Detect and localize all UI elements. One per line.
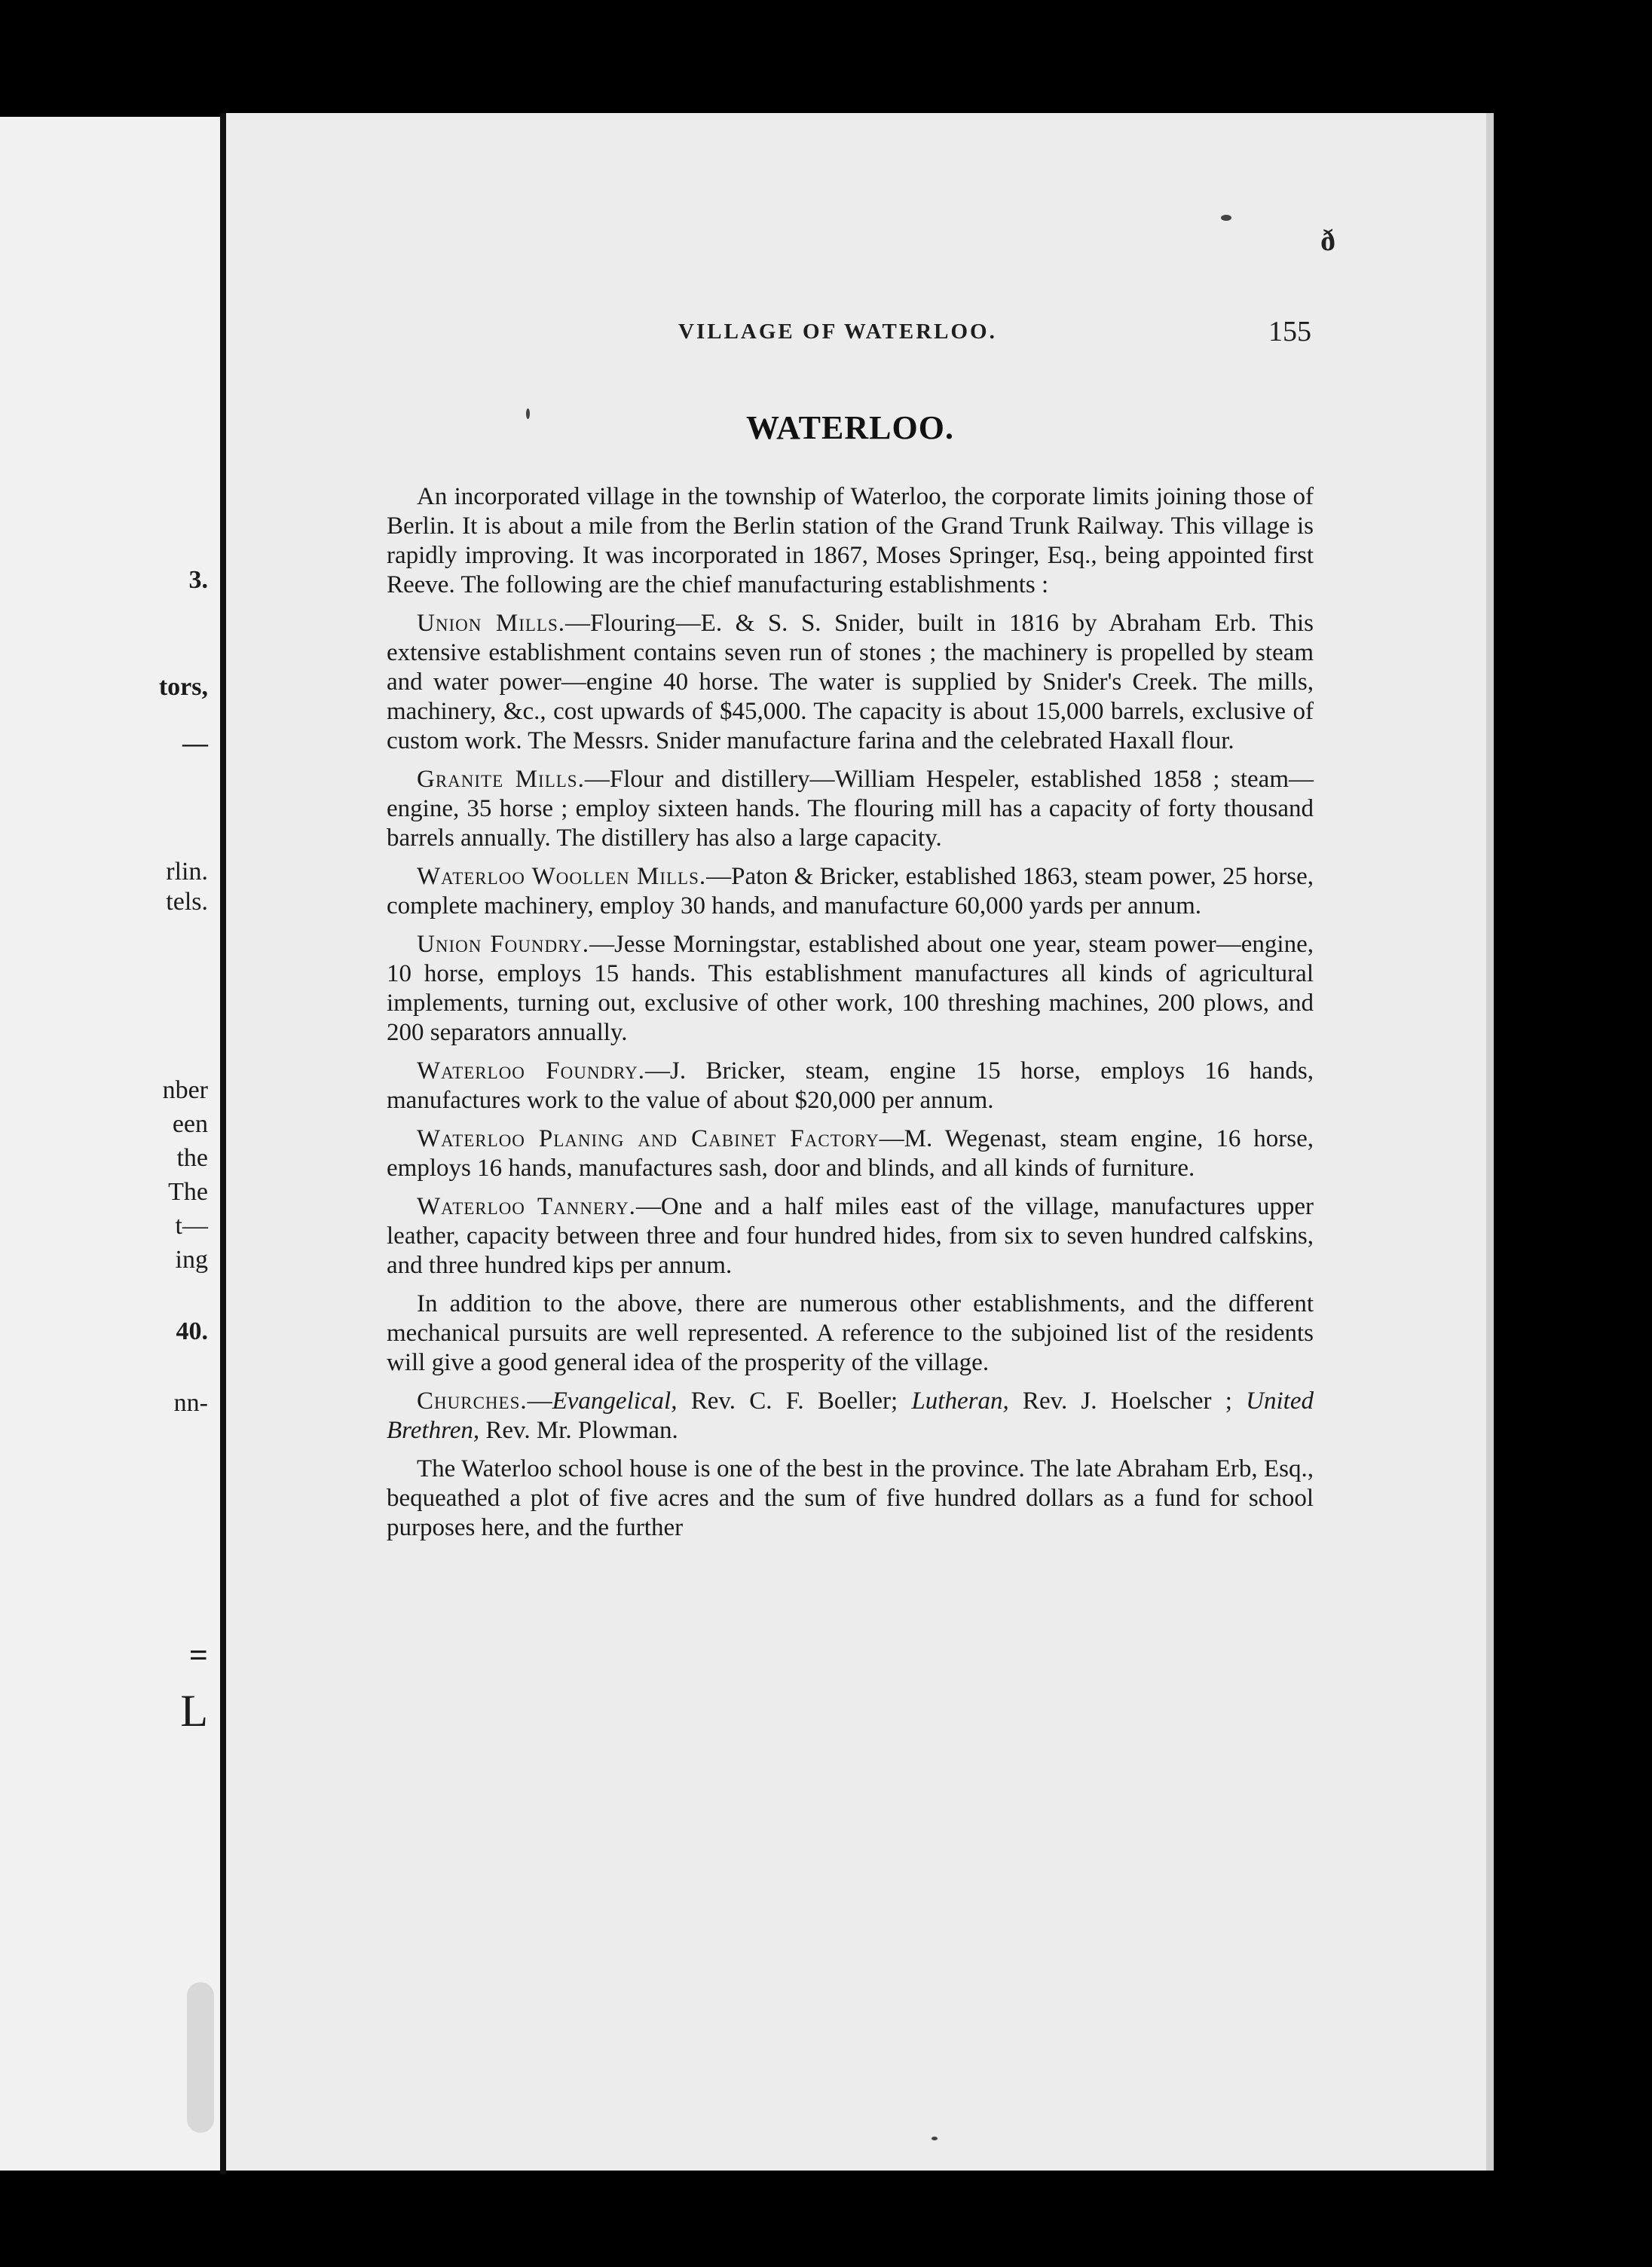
- paragraph-text: —Paton & Bricker, established 1863, steam power, 25 horse, complete machinery, employ 30 hands, and manufacture 60,000 yards per annum.: [387, 863, 1314, 919]
- minister: Rev. J. Hoelscher ;: [1008, 1387, 1247, 1415]
- paragraph: [387, 1124, 1314, 1183]
- facing-page-fragment: The: [168, 1178, 208, 1206]
- paragraph: [387, 1290, 1314, 1378]
- facing-page-fragment: 3.: [188, 566, 208, 594]
- paragraph: [387, 1455, 1314, 1543]
- facing-page-fragment: ing: [175, 1246, 208, 1274]
- article-body: [387, 482, 1314, 1552]
- facing-page-fragment: rlin.: [166, 858, 208, 886]
- facing-page-fragment: the: [176, 1144, 208, 1172]
- paragraph-text: An incorporated village in the township of Waterloo, the corporate limits joining those of Berlin. It is about a mile from the Berlin station of the Grand Trunk Railway. This village is rapidly improving. It was incorporated in 1867, Moses Springer, Esq., being appointed first Reeve. The following are the chief manufacturing establishments :: [387, 483, 1314, 598]
- paragraph-text: —One and a half miles east of the village, manufactures upper leather, capacity between three and four hundred hides, from six to seven hundred calfskins, and three hundred kips per annum.: [387, 1193, 1314, 1279]
- denomination: Evangelical,: [552, 1387, 678, 1415]
- corner-mark: ð: [1320, 223, 1335, 257]
- facing-page-fragment: nn-: [173, 1389, 208, 1417]
- denomination: Lutheran,: [911, 1387, 1009, 1415]
- paragraph-text: The Waterloo school house is one of the best in the province. The late Abraham Erb, Esq., bequeathed a plot of five acres and the sum of five hundred dollars as a fund for school purposes here, and the further: [387, 1455, 1314, 1541]
- page-number: 155: [1268, 316, 1311, 347]
- paragraph: [387, 1192, 1314, 1280]
- paragraph: [387, 765, 1314, 853]
- paragraph: [387, 482, 1314, 600]
- facing-page-fragment: tors,: [158, 673, 208, 701]
- facing-page-edge: [0, 117, 223, 2171]
- facing-page-fragment: L: [180, 1686, 208, 1736]
- paragraph: [387, 1057, 1314, 1115]
- churches-dash: —: [527, 1387, 552, 1415]
- facing-page-fragment: =: [188, 1637, 208, 1674]
- paragraph-text: In addition to the above, there are numerous other establishments, and the different mechanical pursuits are well represented. A reference to the subjoined list of the residents will give a good general idea of the prosperity of the village.: [387, 1290, 1314, 1376]
- paragraph: [387, 862, 1314, 921]
- minister: Rev. C. F. Boeller;: [677, 1387, 912, 1415]
- churches-lead: Churches.: [417, 1387, 528, 1415]
- paragraph-lead: Waterloo Tannery.: [417, 1193, 636, 1220]
- page-edge-shadow: [1486, 113, 1494, 2171]
- minister: Rev. Mr. Plowman.: [479, 1417, 678, 1444]
- facing-page-fragment: —: [182, 730, 208, 757]
- section-title: WATERLOO.: [746, 409, 954, 446]
- facing-page-fragment: tels.: [166, 888, 208, 916]
- facing-page-fragment: 40.: [176, 1317, 208, 1345]
- ink-speck: [1221, 215, 1231, 221]
- book-gutter: [220, 113, 226, 2174]
- paragraph-lead: Union Foundry.: [417, 931, 590, 958]
- facing-page-fragment: een: [172, 1110, 208, 1138]
- paragraph-lead: Waterloo Woollen Mills.: [417, 863, 707, 890]
- paragraph-text: —M. Wegenast, steam engine, 16 horse, employs 16 hands, manufactures sash, door and blinds, and all kinds of furniture.: [387, 1125, 1314, 1182]
- running-title: VILLAGE OF WATERLOO.: [678, 320, 997, 344]
- paragraph-text: —Jesse Morningstar, established about one year, steam power—engine, 10 horse, employs 15 hands. This establishment manufactures all kinds of agricultural implements, turning out, exclusive of other work, 100 threshing machines, 200 plows, and 200 separators annually.: [387, 931, 1314, 1046]
- paragraph-lead: Union Mills.: [417, 610, 565, 637]
- paragraph-lead: Waterloo Foundry.: [417, 1057, 646, 1085]
- churches-paragraph: [387, 1387, 1314, 1446]
- facing-page-fragment: nber: [162, 1076, 208, 1104]
- paragraph-text: —J. Bricker, steam, engine 15 horse, employs 16 hands, manufactures work to the value of about $20,000 per annum.: [387, 1057, 1314, 1114]
- paragraph-text: —Flouring—E. & S. S. Snider, built in 1816 by Abraham Erb. This extensive establishment contains seven run of stones ; the machinery is propelled by steam and water power—engine 40 horse. The water is supplied by Snider's Creek. The mills, machinery, &c., cost upwards of $45,000. The capacity is about 15,000 barrels, exclusive of custom work. The Messrs. Snider manufacture farina and the celebrated Haxall flour.: [387, 610, 1314, 754]
- ink-speck: [932, 2137, 938, 2140]
- paragraph: [387, 609, 1314, 756]
- paragraph-lead: Waterloo Planing and Cabinet Factory: [417, 1125, 880, 1152]
- paragraph-text: —Flour and distillery—William Hespeler, established 1858 ; steam—engine, 35 horse ; employ sixteen hands. The flouring mill has a capacity of forty thousand barrels annually. The distillery has also a large capacity.: [387, 766, 1314, 852]
- paragraph: [387, 930, 1314, 1048]
- paragraph-lead: Granite Mills.: [417, 766, 585, 793]
- binding-shadow: [187, 1982, 214, 2133]
- denomination: United Brethren,: [387, 1387, 1314, 1444]
- facing-page-fragment: t—: [175, 1212, 208, 1240]
- page-header: [678, 315, 1311, 353]
